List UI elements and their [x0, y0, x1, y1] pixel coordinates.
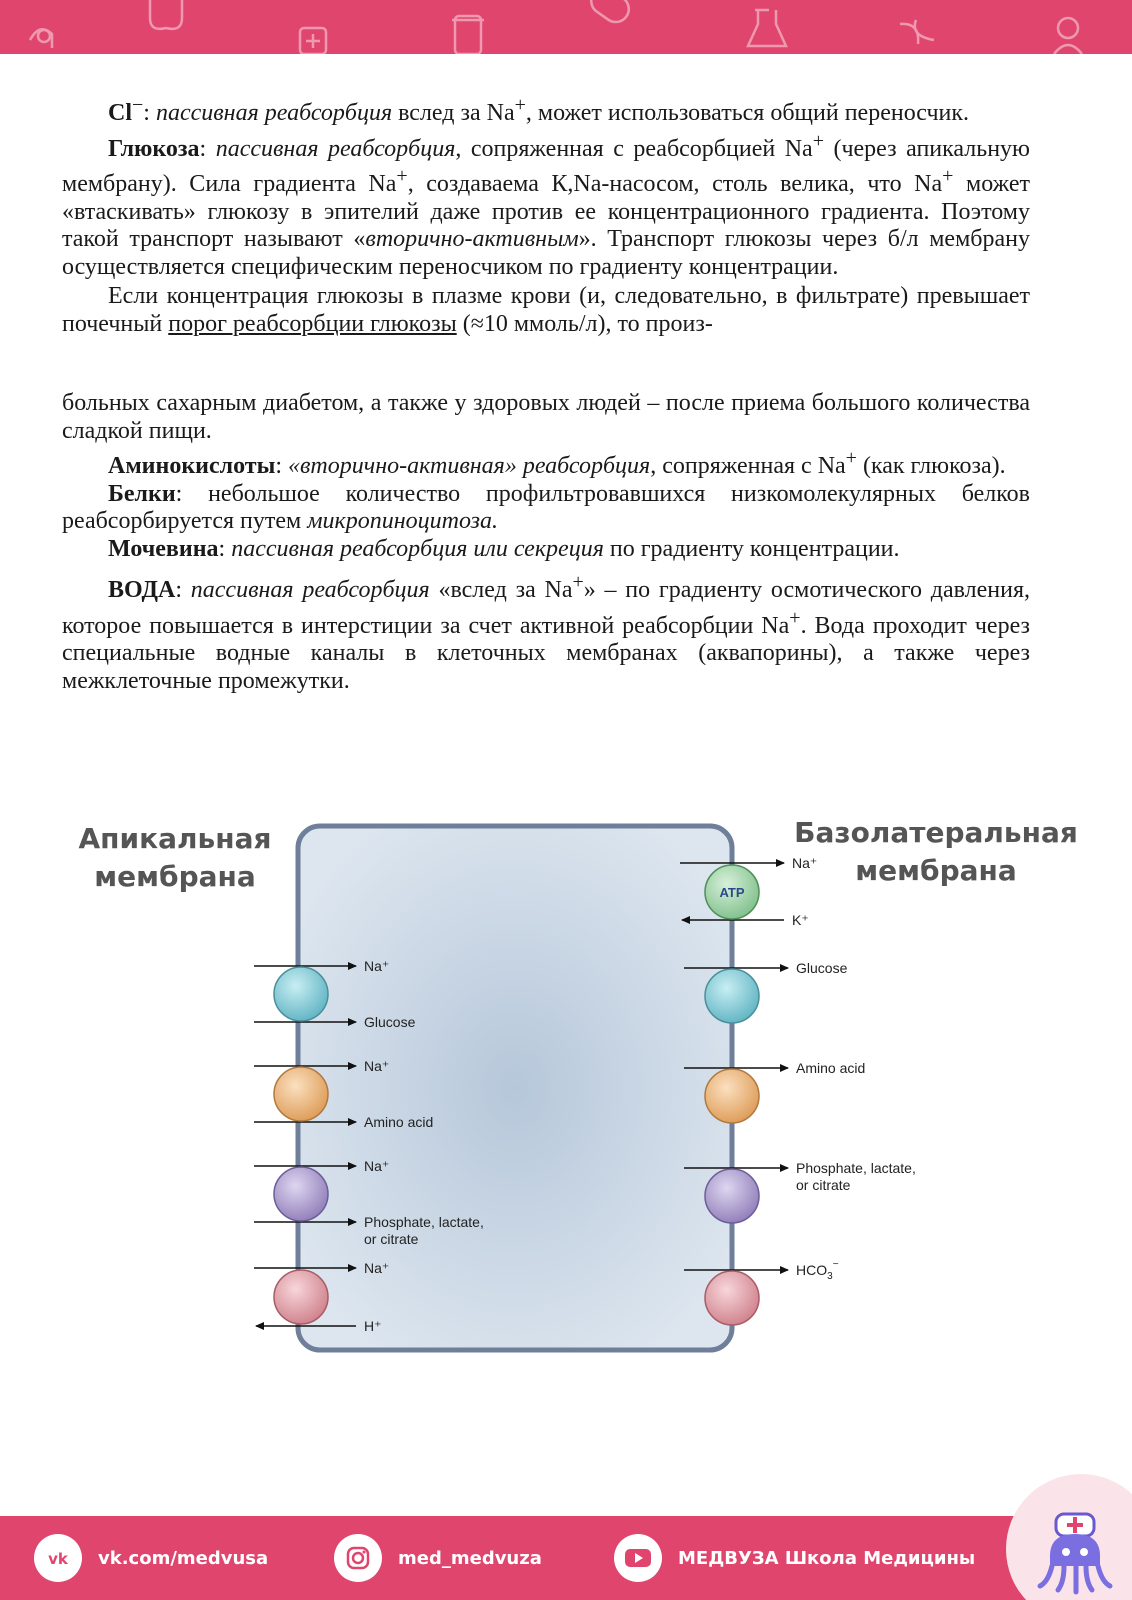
main-text	[62, 92, 1030, 695]
instagram-icon	[334, 1534, 382, 1582]
label-apical-na-4: Na⁺	[364, 1260, 390, 1276]
instagram-link[interactable]	[334, 1516, 542, 1600]
instagram-text: med_medvuza	[398, 1547, 542, 1569]
cut-gap	[62, 338, 1030, 390]
vk-link[interactable]	[34, 1516, 268, 1600]
amino-acid-uniporter	[705, 1069, 759, 1123]
hco3-base: HCO	[796, 1262, 828, 1278]
label-basolateral-amino: Amino acid	[796, 1060, 866, 1076]
label-apical-na-1: Na⁺	[364, 958, 390, 974]
label-basolateral-k: K⁺	[792, 912, 809, 928]
na-h-antiporter	[274, 1270, 328, 1324]
paragraph-glucose: Глюкоза: пассивная реабсорбция, сопряженная с реабсорбцией Na+ (через апикальную мембрану). Сила градиента Na+, создаваема К,Na-насосом, столь велика, что Na+ может «втаскивать» глюкозу в эпителий даже против ее концентрационного градиента. Поэтому такой транспорт называют «вторично-активным». Транспорт глюкозы через б/л мембрану осуществляется специфическим переносчиком по градиенту концентрации.	[62, 129, 1030, 280]
label-basolateral-phosphate-1: Phosphate, lactate,	[796, 1160, 916, 1176]
atp-label: ATP	[719, 885, 745, 900]
amino-acid-symporter	[274, 1067, 328, 1121]
youtube-text: МЕДВУЗА Школа Медицины	[678, 1547, 976, 1569]
svg-text:vk: vk	[48, 1550, 68, 1567]
paragraph-glucose-threshold: Если концентрация глюкозы в плазме крови (и, следовательно, в фильтрате) превышает почечный порог реабсорбции глюкозы (≈10 ммоль/л), то произ-	[62, 283, 1030, 337]
label-apical-h: H⁺	[364, 1318, 382, 1334]
label-apical-phosphate-1: Phosphate, lactate,	[364, 1214, 484, 1230]
vk-text: vk.com/medvusa	[98, 1547, 269, 1569]
label-apical-na-3: Na⁺	[364, 1158, 390, 1174]
footer-bar	[0, 1516, 1132, 1600]
vk-icon	[34, 1534, 82, 1582]
label-apical-amino: Amino acid	[364, 1114, 434, 1130]
youtube-link[interactable]	[614, 1516, 975, 1600]
header-bar	[0, 0, 1132, 54]
hco3-subscript: 3	[827, 1271, 833, 1282]
medical-icons-decoration	[0, 0, 1132, 54]
paragraph-water: ВОДА: пассивная реабсорбция «вслед за Na+» – по градиенту осмотического давления, которое повышается в интерстиции за счет активной реабсорбции Na+. Вода проходит через специальные водные каналы в клеточных мембранах (аквапорины), а также через межклеточные промежутки.	[62, 571, 1031, 694]
label-basolateral-phosphate-2: or citrate	[796, 1177, 851, 1193]
paragraph-urea: Мочевина: пассивная реабсорбция или секреция по градиенту концентрации.	[108, 535, 900, 562]
label-basolateral-hco3	[796, 1259, 839, 1282]
paragraph-amino-acids: Аминокислоты: «вторично-активная» реабсорбция, сопряженная с Na+ (как глюкоза).	[108, 447, 1006, 479]
hco3-superscript: −	[832, 1259, 839, 1270]
glucose-uniporter	[705, 969, 759, 1023]
youtube-icon	[614, 1534, 662, 1582]
phosphate-symporter	[274, 1167, 328, 1221]
label-apical-glucose: Glucose	[364, 1014, 416, 1030]
label-basolateral-glucose: Glucose	[796, 960, 848, 976]
phosphate-uniporter	[705, 1169, 759, 1223]
label-apical-na-2: Na⁺	[364, 1058, 390, 1074]
apical-membrane-title: Апикальная мембрана	[78, 822, 272, 893]
octopus-mascot	[1006, 1474, 1132, 1600]
paragraph-diabetes: больных сахарным диабетом, а также у здоровых людей – после приема большого количества сладкой пищи.	[62, 390, 1030, 444]
basolateral-membrane-title: Базолатеральная мембрана	[794, 816, 1078, 887]
glucose-symporter	[274, 967, 328, 1021]
hco3-transporter	[705, 1271, 759, 1325]
paragraph-chloride: Cl−: пассивная реабсорбция вслед за Na+, может использоваться общий переносчик.	[108, 94, 970, 126]
label-basolateral-na: Na⁺	[792, 855, 818, 871]
tubular-cell-transport-diagram	[0, 800, 1132, 1360]
label-apical-phosphate-2: or citrate	[364, 1231, 419, 1247]
paragraph-proteins: Белки: небольшое количество профильтровавшихся низкомолекулярных белков реабсорбируется путем микропиноцитоза.	[62, 480, 1030, 534]
